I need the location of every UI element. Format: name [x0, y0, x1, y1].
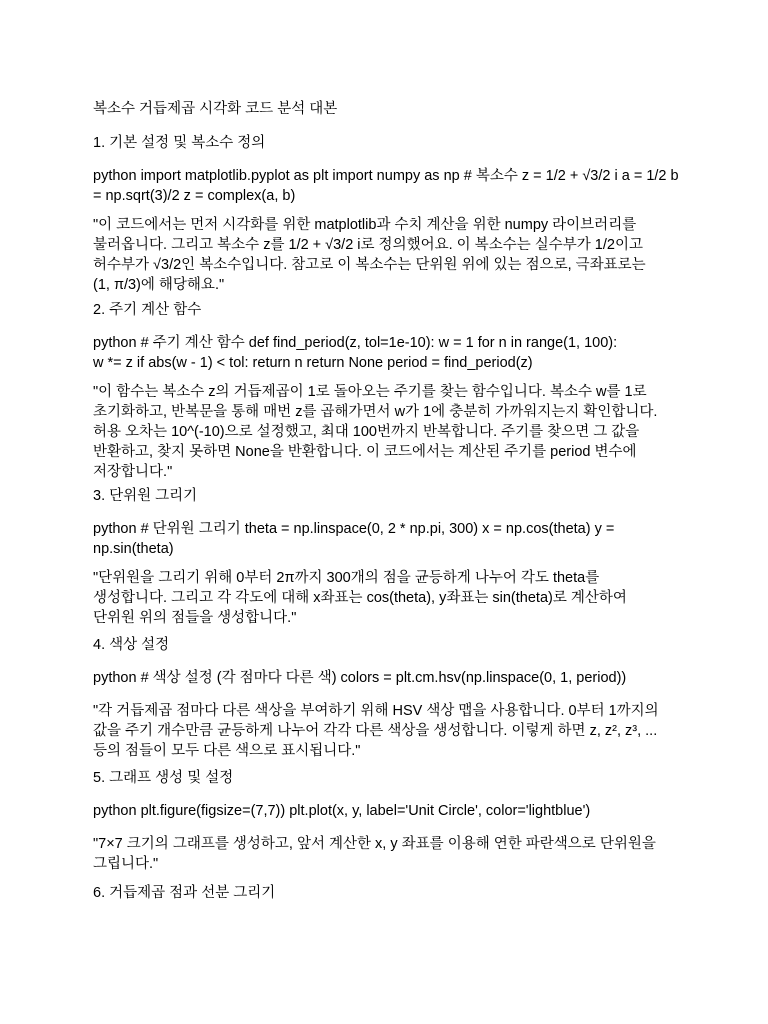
section-2-heading: 2. 주기 계산 함수 — [93, 302, 202, 318]
section-1-text: "이 코드에서는 먼저 시각화를 위한 matplotlib과 수치 계산을 위한 numpy 라이브러리를 불러옵니다. 그리고 복소수 z를 1/2 + √3/2 i로 정의했어요. 이 복소수는 실수부가 1/2이고 허수부가 √3/2인 복소수입니다. 참고로 이 복소수는 단위원 위에 있는 점으로, 극좌표로는 (1, π/3)에 해당해요." — [93, 217, 646, 293]
section-2-code: python # 주기 계산 함수 def find_period(z, tol=1e-10): w = 1 for n in range(1, 100): w *= z if abs(w - 1) < tol: return n return None period = find_period(z) — [93, 335, 618, 371]
section-5-heading: 5. 그래프 생성 및 설정 — [93, 770, 234, 786]
section-5-code: python plt.figure(figsize=(7,7)) plt.plot(x, y, label='Unit Circle', color='lightblue') — [93, 803, 591, 819]
section-2-text: "이 함수는 복소수 z의 거듭제곱이 1로 돌아오는 주기를 찾는 함수입니다. 복소수 w를 1로 초기화하고, 반복문을 통해 매번 z를 곱해가면서 w가 1에 충분히 가까워지는지 확인합니다. 허용 오차는 10^(-10)으로 설정했고, 최대 100번까지 반복합니다. 주기를 찾으면 그 값을 반환하고, 찾지 못하면 None을 반환합니다. 이 코드에서는 계산된 주기를 period 변수에 저장합니다." — [93, 384, 658, 480]
section-6-heading: 6. 거듭제곱 점과 선분 그리기 — [93, 885, 276, 901]
section-4-text: "각 거듭제곱 점마다 다른 색상을 부여하기 위해 HSV 색상 맵을 사용합니다. 0부터 1까지의 값을 주기 개수만큼 균등하게 나누어 각각 다른 색상을 생성합니다. 이렇게 하면 z, z², z³, ... 등의 점들이 모두 다른 색으로 표시됩니다." — [93, 703, 659, 759]
section-5-text: "7×7 크기의 그래프를 생성하고, 앞서 계산한 x, y 좌표를 이용해 연한 파란색으로 단위원을 그립니다." — [93, 836, 656, 872]
section-4-code: python # 색상 설정 (각 점마다 다른 색) colors = plt.cm.hsv(np.linspace(0, 1, period)) — [93, 670, 627, 686]
section-4-heading: 4. 색상 설정 — [93, 637, 170, 653]
section-3-heading: 3. 단위원 그리기 — [93, 488, 198, 504]
section-3-text: "단위원을 그리기 위해 0부터 2π까지 300개의 점을 균등하게 나누어 각도 theta를 생성합니다. 그리고 각 각도에 대해 x좌표는 cos(theta), y좌표는 sin(theta)로 계산하여 단위원 위의 점들을 생성합니다." — [93, 570, 627, 626]
section-1-code: python import matplotlib.pyplot as plt import numpy as np # 복소수 z = 1/2 + √3/2 i a = 1/2 b = np.sqrt(3)/2 z = complex(a, b) — [93, 168, 679, 204]
section-3-code: python # 단위원 그리기 theta = np.linspace(0, 2 * np.pi, 300) x = np.cos(theta) y = np.sin(theta) — [93, 521, 615, 557]
document-title: 복소수 거듭제곱 시각화 코드 분석 대본 — [93, 101, 338, 117]
section-1-heading: 1. 기본 설정 및 복소수 정의 — [93, 135, 266, 151]
